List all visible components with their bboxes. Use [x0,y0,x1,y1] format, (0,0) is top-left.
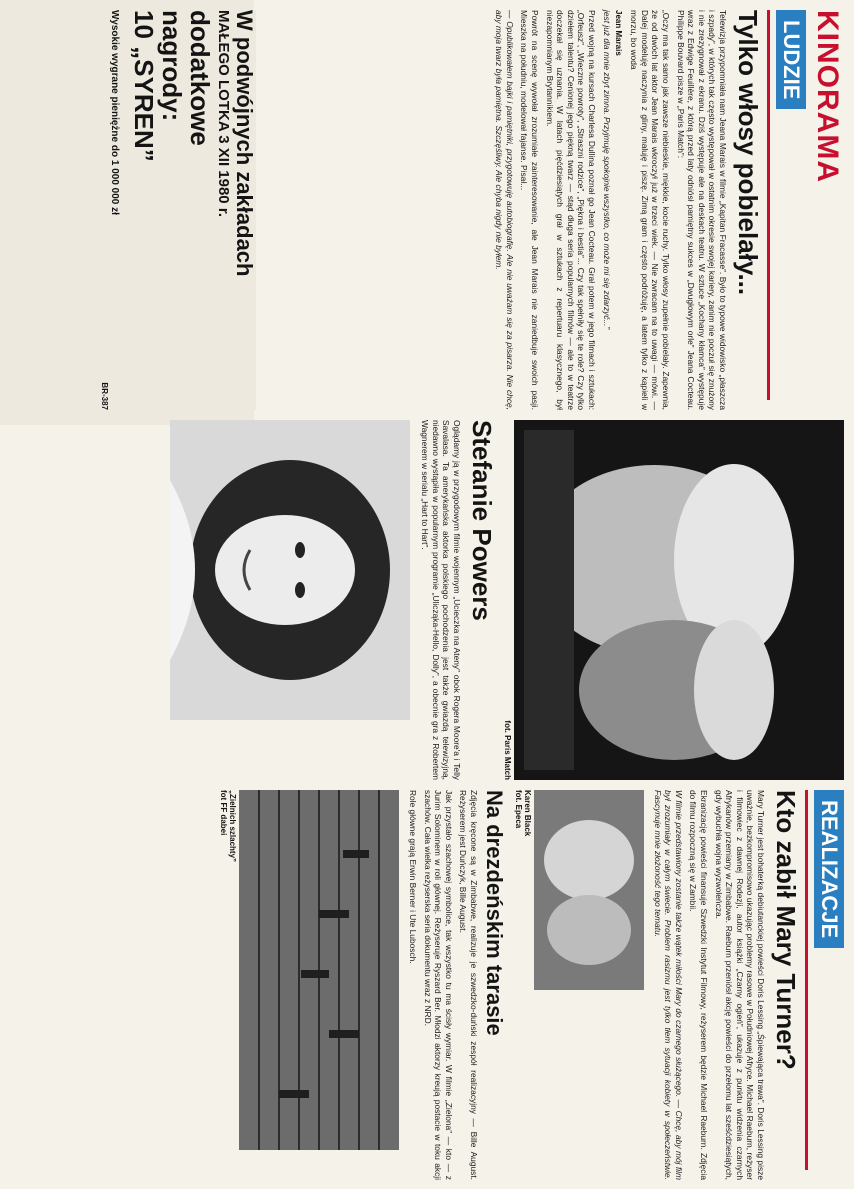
headline-marais: Tylko włosy pobielały... [733,10,763,296]
marais-byline: Jean Marais [613,10,623,56]
masthead-title: KINORAMA [811,10,844,183]
black-caption: Karen Black [523,790,533,837]
marais-body6: — Opublikowałem bajki i pamiętniki, przygotowuję autobiografię. Ale nie uważam się za pisarza. Nie chcę, aby moja twarz była pamiętna. Szczęśliwy. Ale chyba nigdy nie byłem. [494,10,515,410]
tarasie-photo [240,790,400,1150]
marais-body2: „Oczy ma tak samo jak zawsze niebieskie, miękkie, kocie ruchy. Tylko włosy zupełnie pobielały. Zapewnia, że od dwóch lat aktor Jean Marais wkroczył już w trzeci wiek. — Nie zwracam na to uwagi — mówi. — Dalej modeluję naczynia z gliny, maluję i piszę. Zimą gram i często podróżuję, a latem tylko z kąpieli w morzu, bo woda [629,10,672,410]
marais-body4: Przed wojną na kursach Charlesa Dullina poznał go Jean Cocteau. Grał potem w jego filmach i sztukach: „Orfeusz”, „Wieczne powroty”, „Straszni rodzice”, „Piękna i bestia”... Czy tak spełniły się te role? Czy tylko dziełem talentu? Cenionej jego piękną twarz — stąd długa seria popularnych filmów — ale to w teatrze doczekał się uznania. W latach pięćdziesiątych grał w sztukach z repertuaru klasycznego, był niezapomnianym Brytannikiem. [544,10,598,410]
marais-body3: jest już dla mnie zbyt zimna. Przyjmuję spokojnie wszystko, co może mi się zdarzyć...” [601,10,612,330]
section-ludzie: LUDZIE [776,10,806,109]
turner-body1: Mary Turner jest bohaterką debiutanckiej powieści Doris Lessing „Śpiewająca trawa”. Doris Lessing pisze uważnie, bezkompromisowo ukazując problemy rasowe w Południowej Afryce. Michael Raeburn, reżyser i filmowiec z dawnej Rodezji, autor książki „Czarny ogień”, ukazuje z punktu widzenia czarnych Afrykanów przemiany w Zimbabwe. Raeburn przeniósł akcję powieści do przełomu lat sześćdziesiątych, gdy wybuchła wojna wyzwoleńcza. [713,790,766,1180]
powers-portrait [170,420,410,720]
tarasie-body1: Zdjęcia kręcone są w Zimbabwe, realizuje je szwedzko-duński zespół realizacyjny — Bille August. Reżyserem jest Duńczyk, Bille August. [458,790,480,1180]
headline-turner: Kto zabił Mary Turner? [771,790,801,1070]
ad-footer: Wysokie wygrane pieniężne do 1 000 000 zł [109,10,120,215]
tarasie-body2: Jak przystało szachowej symbolice, tak wszystko tu ma ścisły wymiar. W filmie „Zielona” — kto — z Jurim Solominem w roli głównej. Reżyseruje Ryszard Ber. Młodzi aktorzy kreują postacie w toku akcji szachów. Cała wielka reżyserska seria dokumentu wraz z NRD. [422,790,454,1180]
ad-line5: 10 „SYREN” [129,10,159,162]
tarasie-caption: „Zielnich szlachty” [228,790,238,863]
stairs-scene [240,790,400,1150]
column-powers [10,420,844,780]
ad-line1: W podwójnych zakładach [232,10,257,277]
ad-line4: nagrody: [157,10,187,122]
marais-body5: Powrót na scenę wywołał zrozumiałe zainteresowanie, ale Jean Marais nie zaniedbuje swoich pasji. Mieszka na południu, modelował fajanse. Pisał... [519,10,541,410]
tarasie-credit: fot FF dabei [219,790,229,836]
headline-tarasie: Na drezdeńskim tarasie [482,790,508,1036]
headline-powers: Stefanie Powers [467,420,497,621]
powers-photo [170,420,410,720]
black-credit: fot. Epeca [514,790,524,829]
turner-body2: Ekranizację powieści finansuje Szwedzki Instytut Filmowy, reżyserem będzie Michael Raeburn. Zdjęcia do filmu rozpoczną się w Zambii. [688,790,710,1180]
marais-body1: Telewizja przypomniała nam Jeana Marais w filmie „Kapitan Fracasse”. Było to typowe widowisko „płaszcza i szpady”, w których tak często występował w ostatnim okresie swojej kariery, zanim nie poczuł się znużony i nie zrezygnował z ekranu. Dziś występuje ale na deskach teatru. W sztuce „Kochany kłamca” występuje wraz z Edwige Feuillère, z którą przed laty odniósł pamiętny sukces w „Dwugłowym orle” Jeana Cocteau. Philippe Bouvard pisze w „Paris Match”: [675,10,728,410]
red-rule-2 [805,790,808,1170]
ad-line2: MAŁEGO LOTKA 3 XII 1980 r. [215,10,232,217]
karen-black-photo [534,790,644,990]
turner-body3: W filmie przedstawiony zostanie także wątek miłości Mary do czarnego służącego. — Chcę, aby mój film był zrozumiały w całym świecie. Problem rasizmu jest tylko tłem sytuacji kobiety w społeczeństwie. Fascynuje mnie złożoność tego tematu. [652,790,684,1180]
column-marais [264,10,844,410]
black-photo [534,790,644,990]
powers-body: Oglądamy ją w przygodowym filmie wojennym „Ucieczka na Ateny” obok Rogera Moore'a i Telly Savalasa. Ta amerykańska aktorka polskiego pochodzenia jest także gwiazdą telewizyjną, niedawno wystąpiła w popularnym programie „Ulicząka-Hello, Dolly”, a obecnie gra z Robertem Wagnerem w serialu „Hart to Hart”. [420,420,462,780]
red-rule [767,10,770,400]
marais-photo-credit: fot. Paris Match [503,720,512,780]
marais-photo [514,420,844,780]
column-realizacje [10,790,844,1180]
ad-code: BR-387 [100,382,109,410]
marais-portrait [514,420,844,780]
ad-copy-block [6,10,256,410]
tarasie-body3: Role główne grają Erwin Berner i Ute Lubosch. [408,790,419,964]
ad-line3: dodatkowe [185,10,215,146]
section-realizacje: REALIZACJE [814,790,844,948]
